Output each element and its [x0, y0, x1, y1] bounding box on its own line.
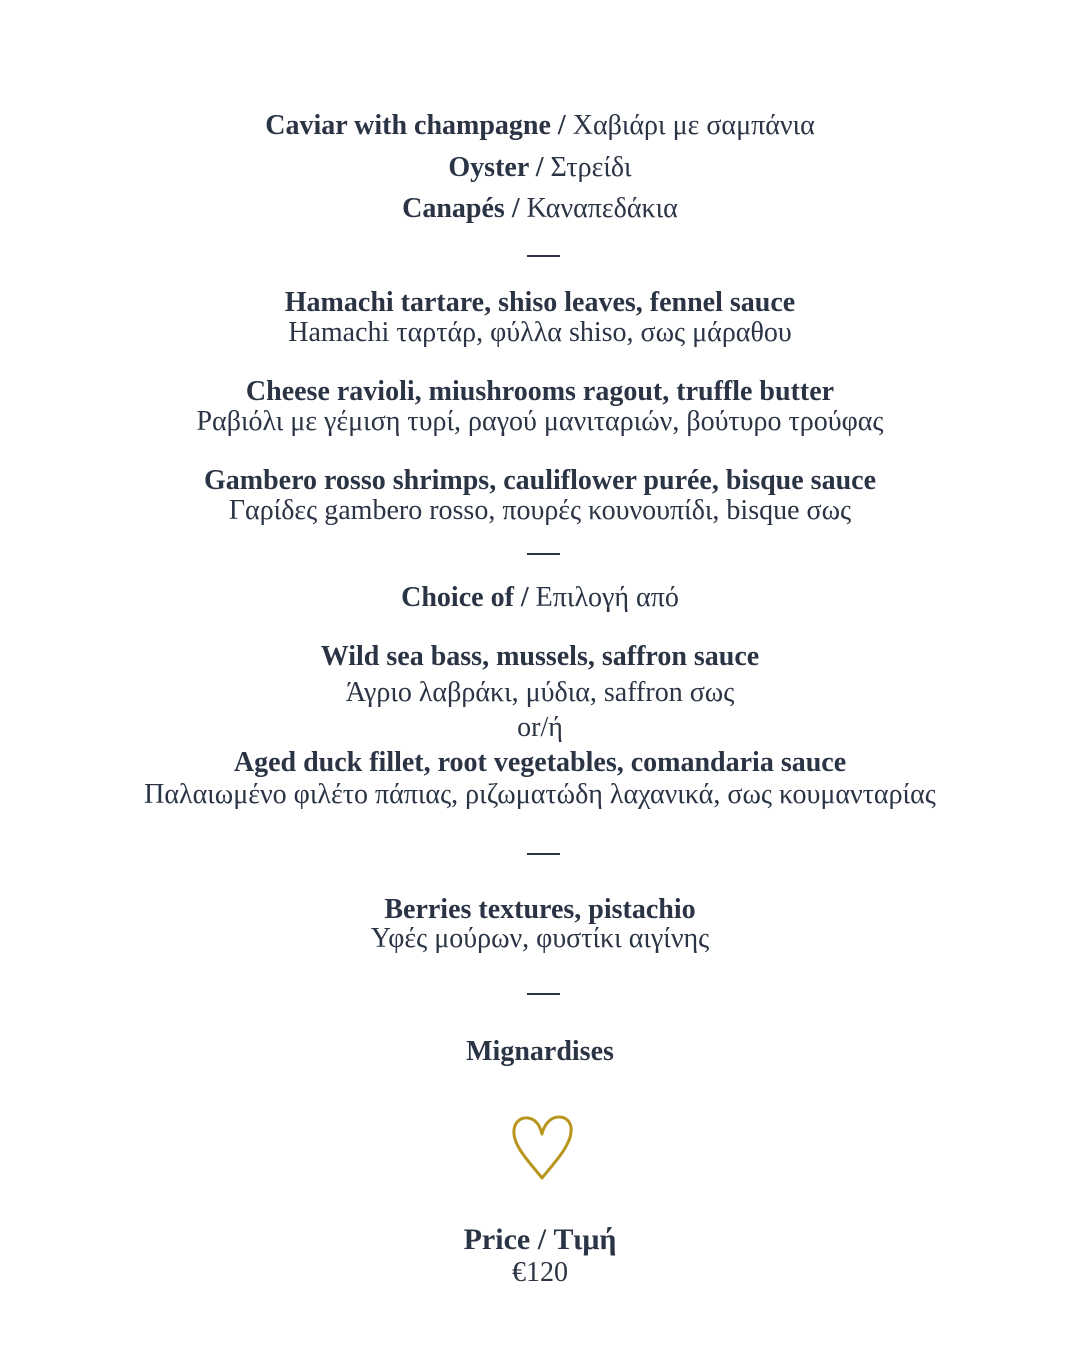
item-greek-sea-bass: Άγριο λαβράκι, μύδια, saffron σως [345, 677, 735, 708]
item-english-oyster: Oyster / [448, 152, 544, 183]
item-greek-hamachi: Hamachi ταρτάρ, φύλλα shiso, σως μάραθου [288, 317, 792, 348]
item-greek-gambero: Γαρίδες gambero rosso, πουρές κουνουπίδι, bisque σως [228, 495, 852, 526]
choice-heading [0, 582, 1080, 614]
price-value: €120 [512, 1257, 568, 1288]
item-greek-duck: Παλαιωμένο φιλέτο πάπιας, ριζωματώδη λαχανικά, σως κουμανταρίας [144, 779, 936, 810]
menu-item-oyster [0, 152, 1080, 184]
section-divider [527, 853, 560, 855]
section-divider [527, 553, 560, 555]
item-english-hamachi: Hamachi tartare, shiso leaves, fennel sauce [284, 287, 796, 318]
item-english-dessert: Berries textures, pistachio [384, 894, 696, 925]
menu-item-canapes [0, 193, 1080, 225]
item-mignardises: Mignardises [466, 1036, 614, 1067]
item-greek-dessert: Υφές μούρων, φυστίκι αιγίνης [370, 923, 710, 954]
item-english-sea-bass: Wild sea bass, mussels, saffron sauce [320, 641, 760, 672]
heart-outline-icon [507, 1112, 579, 1184]
item-english-ravioli: Cheese ravioli, miushrooms ragout, truffle butter [245, 376, 835, 407]
item-english-duck: Aged duck fillet, root vegetables, comandaria sauce [233, 747, 847, 778]
menu-item-caviar [0, 110, 1080, 142]
item-greek-oyster: Στρείδι [550, 152, 632, 183]
choice-greek: Επιλογή από [535, 582, 679, 613]
choice-english: Choice of / [401, 582, 529, 613]
item-greek-canapes: Καναπεδάκια [526, 193, 678, 224]
section-divider [527, 993, 560, 995]
section-divider [527, 255, 560, 257]
item-greek-ravioli: Ραβιόλι με γέμιση τυρί, ραγού μανιταριών, βούτυρο τρούφας [196, 406, 884, 437]
item-english-caviar: Caviar with champagne / [265, 110, 566, 141]
item-greek-caviar: Χαβιάρι με σαμπάνια [572, 110, 815, 141]
item-english-gambero: Gambero rosso shrimps, cauliflower purée, bisque sauce [203, 465, 876, 496]
item-english-canapes: Canapés / [402, 193, 520, 224]
or-separator: or/ή [517, 712, 563, 743]
price-title: Price / Τιμή [463, 1223, 617, 1256]
